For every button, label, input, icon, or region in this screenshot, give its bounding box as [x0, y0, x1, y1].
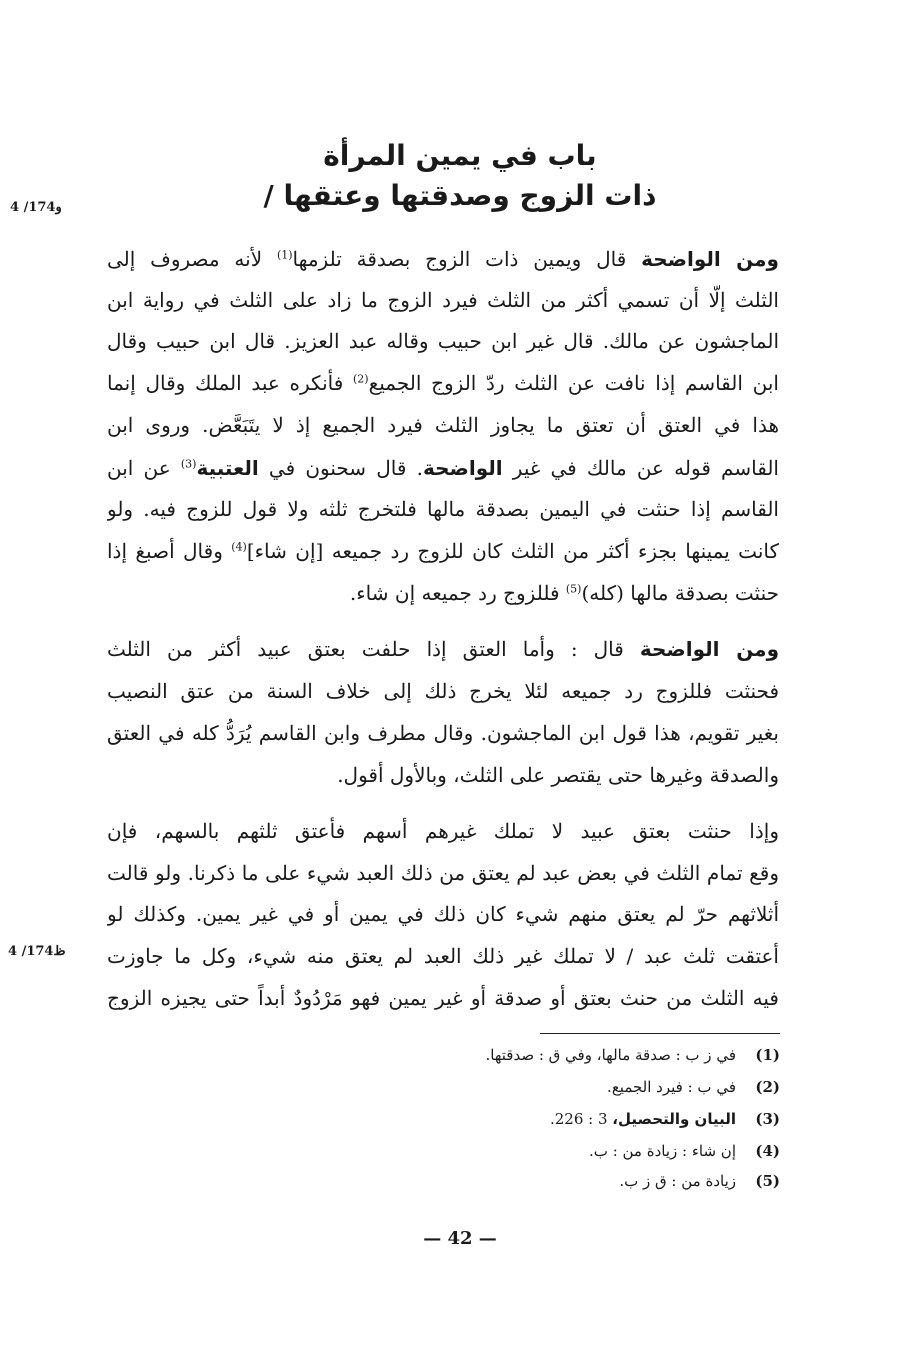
- footnote: [330, 1138, 780, 1164]
- text-line: فحنثت فللزوج رد جميعه لئلا يخرج ذلك إلى خلاف السنة من عتق النصيب: [107, 679, 779, 703]
- text-line: والصدقة وغيرها حتى يقتصر على الثلث، وبالأول أقول.: [337, 763, 779, 787]
- footnote-source: البيان والتحصيل،: [612, 1110, 736, 1128]
- footnote-number: (3): [755, 1110, 780, 1128]
- text-run: لأنه مصروف إلى: [107, 247, 277, 271]
- text-run: ابن القاسم إذا نافت عن الثلث ردّ الزوج الجميع: [368, 371, 779, 395]
- footnote: [330, 1168, 780, 1194]
- source-name: ومن الواضحة: [639, 637, 779, 661]
- margin-folio-note: 4 /174ظ: [8, 944, 66, 959]
- text-line: [107, 576, 779, 610]
- text-line: هذا في العتق أن تعتق ما يجاوز الثلث فيرد الجميع إذ لا يتَبَعَّض. وروى ابن: [107, 413, 779, 437]
- text-run: حنثت بصدقة مالها (كله): [581, 581, 779, 605]
- text-line: أعتقت ثلث عبد / لا تملك غير ذلك العبد لم يعتق منه شيء، وكل ما جاوزت: [107, 944, 779, 968]
- text-line: [107, 451, 779, 485]
- footnote-text: زيادة من : ق ز ب.: [619, 1172, 736, 1190]
- text-line: بغير تقويم، هذا قول ابن الماجشون. وقال مطرف وابن القاسم يُرَدُّ كله في العتق: [107, 721, 779, 745]
- text-line: وقع تمام الثلث في بعض عبد لم يعتق من ذلك العبد شيء على ما ذكرنا. ولو قالت: [107, 861, 779, 885]
- footnote-text: إن شاء : زيادة من : ب.: [589, 1142, 736, 1160]
- text-run: . قال سحنون في: [258, 456, 423, 480]
- text-line: فيه الثلث من حنث بعتق أو صدقة أو غير يمين فهو مَرْدُودٌ أبداً حتى يجيزه الزوج: [107, 986, 779, 1010]
- text-run: فأنكره عبد الملك وقال إنما: [107, 371, 353, 395]
- text-line: [107, 534, 779, 568]
- footnote-number: (1): [755, 1046, 780, 1064]
- chapter-title-line-2: ذات الزوج وصدقتها وعتقها /: [263, 179, 657, 212]
- footnote-ref: (3): [180, 457, 197, 471]
- footnote-number: (2): [755, 1078, 780, 1096]
- text-run: قال : وأما العتق إذا حلفت بعتق عبيد أكثر من الثلث: [107, 637, 640, 661]
- footnote-ref: (5): [565, 582, 582, 596]
- text-line: [107, 632, 779, 666]
- footnote: [330, 1106, 780, 1132]
- text-run: فللزوج رد جميعه إن شاء.: [349, 581, 566, 605]
- source-name: العتبية: [196, 456, 259, 480]
- text-line: وإذا حنثت بعتق عبيد لا تملك غيرهم أسهم فأعتق ثلثهم بالسهم، فإن: [107, 819, 779, 843]
- source-name: الواضحة: [422, 456, 503, 480]
- footnote-divider: [540, 1033, 780, 1034]
- footnote-ref: (2): [353, 372, 369, 386]
- text-run: وقال أصبغ إذا: [107, 539, 232, 563]
- footnote-text: في ز ب : صدقة مالها، وفي ق : صدقتها.: [485, 1046, 736, 1064]
- text-line: [107, 366, 779, 400]
- text-run: القاسم قوله عن مالك في غير: [502, 456, 779, 480]
- text-line: [107, 242, 779, 276]
- text-line: القاسم إذا حنثت في اليمين بصدقة مالها فلتخرج ثلثه ولا قول للزوج فيه. ولو: [107, 497, 779, 521]
- text-line: الثلث إلّا أن تسمي أكثر من الثلث فيرد الزوج ما زاد على الثلث في رواية ابن: [107, 288, 779, 312]
- page-number: — 42 —: [423, 1228, 497, 1249]
- text-line: الماجشون عن مالك. قال غير ابن حبيب وقاله عبد العزيز. قال ابن حبيب وقال: [107, 329, 779, 353]
- text-run: كانت يمينها بجزء أكثر من الثلث كان للزوج رد جميعه [إن شاء]: [246, 539, 779, 563]
- footnote-number: (5): [755, 1172, 780, 1190]
- margin-folio-note: 4 /174و: [10, 200, 62, 215]
- footnote-text: 3 : 226.: [549, 1110, 613, 1128]
- text-run: عن ابن: [107, 456, 181, 480]
- source-name: ومن الواضحة: [641, 247, 779, 271]
- footnote-ref: (1): [276, 248, 293, 262]
- footnote: [330, 1074, 780, 1100]
- footnote-ref: (4): [231, 540, 247, 554]
- chapter-title-line-1: باب في يمين المرأة: [323, 139, 597, 172]
- footnote-text: في ب : فيرد الجميع.: [607, 1078, 736, 1096]
- text-run: قال ويمين ذات الزوج بصدقة تلزمها: [292, 247, 642, 271]
- footnote: [330, 1042, 780, 1068]
- text-line: أثلاثهم حرّ لم يعتق منهم شيء كان ذلك في يمين أو في غير يمين. وكذلك لو: [107, 902, 779, 926]
- footnote-number: (4): [755, 1142, 780, 1160]
